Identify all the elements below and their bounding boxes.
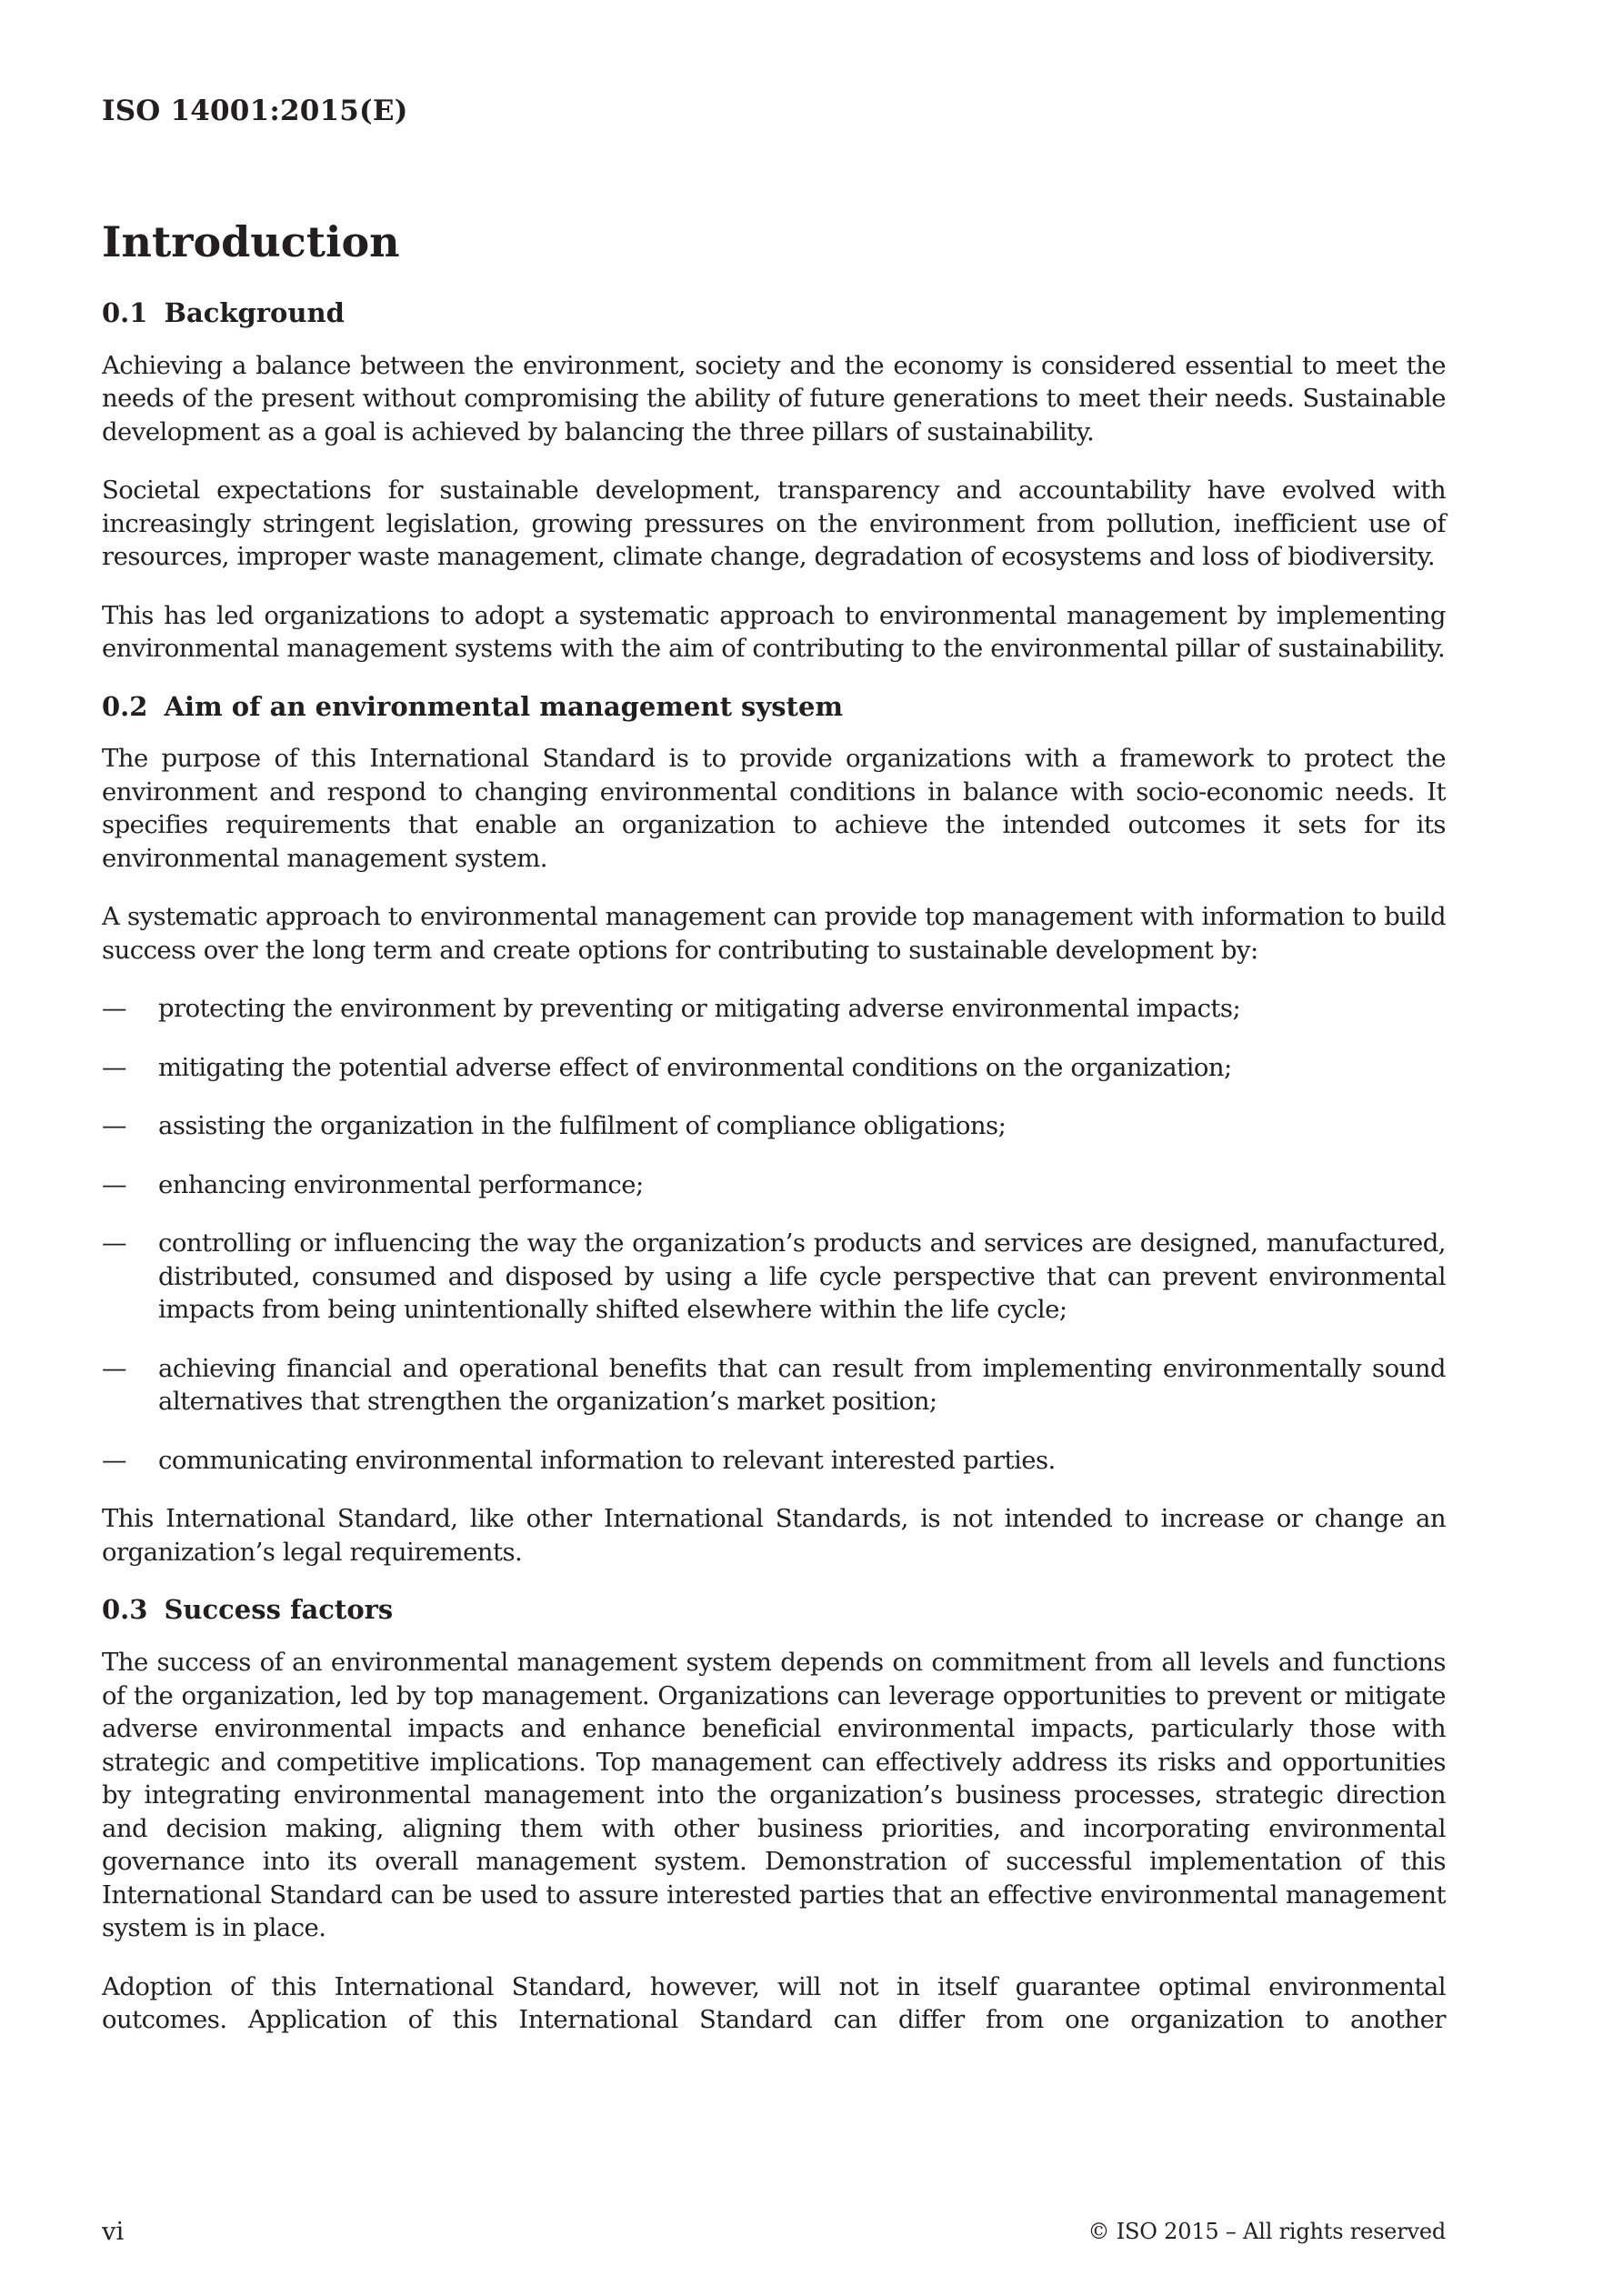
dash-bullet: — [102,994,126,1024]
list-item [102,1352,1446,1419]
paragraph: This has led organizations to adopt a systematic approach to environmental management by implementing environmental management systems with the aim of contributing to the environmental pillar of sustainability. [102,600,1446,664]
dash-bullet: — [102,1111,126,1141]
dash-bullet: — [102,1445,126,1475]
section-title: Background [164,296,345,328]
list-item-text: mitigating the potential adverse effect of environmental conditions on the organization; [158,1052,1232,1082]
list-item-text: communicating environmental information to relevant interested parties. [158,1445,1056,1475]
list-item-text: achieving financial and operational benefits that can result from implementing environmentally sound alternatives that strengthen the organization’s market position; [158,1353,1446,1417]
page-content [102,218,1446,2062]
section-number: 0.1 [102,296,148,328]
list-item-text: controlling or influencing the way the organization’s products and services are designed, manufactured, distributed, consumed and disposed by using a life cycle perspective that can prevent environmental impacts from being unintentionally shifted elsewhere within the life cycle; [158,1228,1446,1325]
list-item-text: protecting the environment by preventing or mitigating adverse environmental impacts; [158,994,1241,1024]
list-item [102,1227,1446,1327]
section-title: Aim of an environmental management system [164,690,844,722]
paragraph: Societal expectations for sustainable development, transparency and accountability have evolved with increasingly stringent legislation, growing pressures on the environment from pollution, inefficient use of resources, improper waste management, climate change, degradation of ecosystems and loss of biodiversity. [102,476,1446,572]
list-item-text: enhancing environmental performance; [158,1169,644,1199]
dash-bullet: — [102,1169,126,1199]
dash-bullet: — [102,1228,126,1258]
section-number: 0.3 [102,1594,148,1626]
paragraph: This International Standard, like other International Standards, is not intended to increase or change an organization’s legal requirements. [102,1504,1446,1567]
paragraph: The success of an environmental management system depends on commitment from all levels and functions of the organization, led by top management. Organizations can leverage opportunities to prevent or mitigate adverse environmental impacts and enhance beneficial environmental impacts, particularly those with strategic and competitive implications. Top management can effectively address its risks and opportunities by integrating environmental management into the organization’s business processes, strategic direction and decision making, aligning them with other business priorities, and incorporating environmental governance into its overall management system. Demonstration of successful implementation of this International Standard can be used to assure interested parties that an effective environmental management system is in place. [102,1648,1446,1943]
section-heading-success-factors [102,1594,1446,1626]
copyright-notice: © ISO 2015 – All rights reserved [1087,2219,1446,2244]
paragraph: Achieving a balance between the environment, society and the economy is considered essential to meet the needs of the present without compromising the ability of future generations to meet their needs. Sustainable development as a goal is achieved by balancing the three pillars of sustainability. [102,350,1446,446]
list-item-text: assisting the organization in the fulfilment of compliance obligations; [158,1111,1007,1141]
document-page [102,0,1446,2296]
outcomes-list [102,992,1446,1477]
page-title: Introduction [102,217,400,266]
section-heading-background [102,297,1446,329]
list-item [102,1444,1446,1478]
dash-bullet: — [102,1052,126,1082]
section-number: 0.2 [102,690,148,722]
dash-bullet: — [102,1353,126,1383]
list-item [102,992,1446,1026]
paragraph-continued: Adoption of this International Standard, however, will not in itself guarantee optimal environmental outcomes. Application of this International Standard can differ from one organization to another [102,1971,1446,2035]
list-item [102,1109,1446,1143]
section-heading-aim [102,691,1446,723]
list-item [102,1051,1446,1085]
document-id-header: ISO 14001:2015(E) [102,95,408,127]
paragraph: The purpose of this International Standard is to provide organizations with a framework to protect the environment and respond to changing environmental conditions in balance with socio-economic needs. It specifies requirements that enable an organization to achieve the intended outcomes it sets for its environmental management system. [102,744,1446,873]
section-title: Success factors [164,1594,394,1626]
page-number: vi [102,2217,125,2246]
paragraph: A systematic approach to environmental management can provide top management with information to build success over the long term and create options for contributing to sustainable development by: [102,902,1446,965]
list-item [102,1168,1446,1202]
